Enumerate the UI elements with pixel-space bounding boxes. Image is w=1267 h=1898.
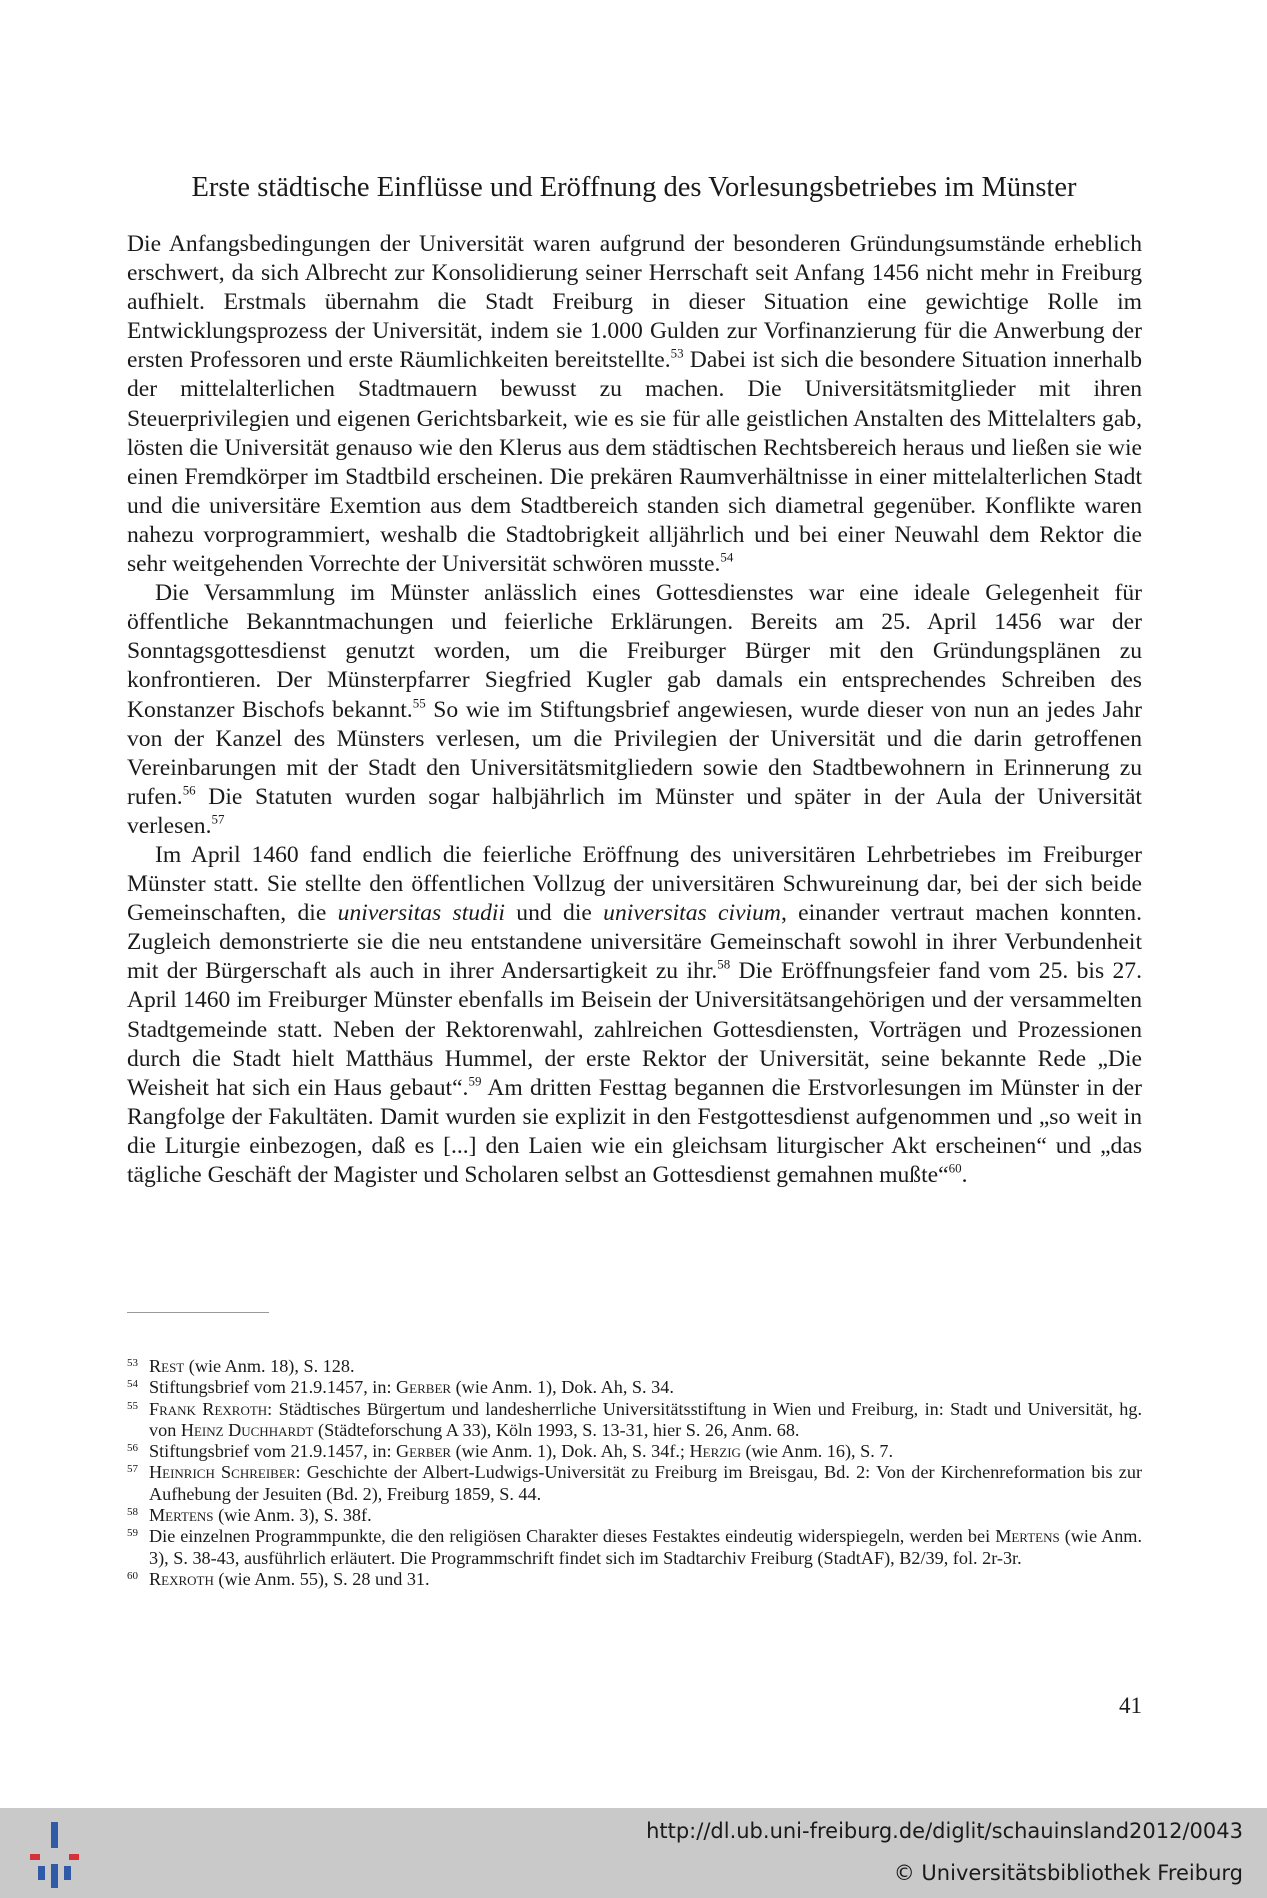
author-name: Frank Rexroth <box>149 1398 268 1419</box>
footnote-number: 57 <box>127 1463 138 1476</box>
text-run: Stiftungsbrief vom 21.9.1457, in: <box>149 1441 397 1462</box>
text-run: (Städteforschung A 33), Köln 1993, S. 13-31, hier S. 26, Anm. 68. <box>313 1419 800 1440</box>
footnote <box>127 1569 1142 1590</box>
text-run: und die <box>504 900 604 927</box>
body-text <box>127 230 1142 1190</box>
footnote-reference: 58 <box>717 956 731 972</box>
author-name: Heinz Duchhardt <box>180 1419 314 1440</box>
footnote-number: 54 <box>127 1378 138 1391</box>
footnote-reference: 59 <box>468 1072 482 1088</box>
text-run: Die einzelnen Programmpunkte, die den religiösen Charakter dieses Festaktes eindeutig widerspiegeln, werden bei <box>149 1526 996 1547</box>
footnote <box>127 1505 1142 1526</box>
footnote-reference: 56 <box>182 782 196 798</box>
author-name: Heinrich Schreiber <box>149 1462 296 1483</box>
copyright-notice: © Universitätsbibliothek Freiburg <box>893 1861 1243 1885</box>
author-name: Gerber <box>396 1441 452 1462</box>
footnote-number: 59 <box>127 1527 138 1540</box>
footnote <box>127 1526 1142 1569</box>
text-run: (wie Anm. 3), S. 38-43, ausführlich erläutert. Die Programmschrift findet sich im Stadtarchiv Freiburg (StadtAF), B2/39, fol. 2r-3r. <box>149 1526 1142 1568</box>
text-run: (wie Anm. 1), Dok. Ah, S. 34f.; <box>451 1441 690 1462</box>
digital-library-link[interactable]: http://dl.ub.uni-freiburg.de/diglit/schauinsland2012/0043 <box>646 1819 1243 1843</box>
footnote <box>127 1377 1142 1398</box>
footnote <box>127 1441 1142 1462</box>
footnote <box>127 1356 1142 1377</box>
section-heading: Erste städtische Einflüsse und Eröffnung des Vorlesungsbetriebes im Münster <box>191 172 1077 203</box>
footnotes <box>127 1356 1142 1590</box>
text-run: Die Eröffnungsfeier fand vom 25. bis 27. April 1460 im Freiburger Münster ebenfalls im Beisein der Universitätsangehörigen und der versammelten Stadtgemeinde statt. Neben der Rektorenwahl, zahlreichen Gottesdiensten, Vorträgen und Prozessionen durch die Stadt hielt Matthäus Hummel, der erste Rektor der Universität, seine bekannte Rede „Die Weisheit hat sich ein Haus gebaut“. <box>127 958 1142 1101</box>
text-run: Am dritten Festtag begannen die Erstvorlesungen im Münster in der Rangfolge der Fakultäten. Damit wurden sie explizit in den Festgottesdienst aufgenommen und „so weit in die Liturgie einbezogen, daß es [...] den Laien wie ein gleichsam liturgischer Akt erscheinen“ und „das tägliche Geschäft der Magister und Scholaren selbst an Gottesdienst gemahnen mußte“ <box>127 1074 1142 1188</box>
text-run: (wie Anm. 18), S. 128. <box>184 1356 355 1376</box>
author-name: Gerber <box>396 1377 452 1398</box>
text-run: Die Versammlung im Münster anlässlich eines Gottesdienstes war eine ideale Gelegenheit für öffentliche Bekanntmachungen und feierliche Erklärungen. Bereits am 25. April 1456 war der Sonntagsgottesdienst genutzt worden, um die Freiburger Bürger mit den Gründungsplänen zu konfrontieren. Der Münsterpfarrer Siegfried Kugler gab damals ein entsprechendes Schreiben des Konstanzer Bischofs bekannt. <box>127 580 1142 723</box>
author-name: Rexroth <box>149 1568 214 1589</box>
text-run: So wie im Stiftungsbrief angewiesen, wurde dieser von nun an jedes Jahr von der Kanzel des Münsters verlesen, um die Privilegien der Universität und die darin getroffenen Vereinbarungen mit der Stadt den Universitätsmitgliedern sowie den Stadtbewohnern in Erinnerung zu rufen. <box>127 696 1142 810</box>
footnote-reference: 55 <box>412 694 426 710</box>
text-run: Die Statuten wurden sogar halbjährlich im Münster und später in der Aula der Universität verlesen. <box>127 783 1142 839</box>
footnote <box>127 1462 1142 1505</box>
italic-term: universitas studii <box>337 900 505 927</box>
footnote-number: 55 <box>127 1399 138 1412</box>
footnote-divider <box>127 1312 269 1313</box>
footnote-number: 53 <box>127 1357 138 1369</box>
author-name: Herzig <box>689 1441 741 1462</box>
text-run: , einander vertraut machen konnten. Zugleich demonstrierte sie die neu entstandene universitäre Gemeinschaft sowohl in ihrer Verbundenheit mit der Bürgerschaft als auch in ihrer Andersartigkeit zu ihr. <box>127 900 1142 985</box>
author-name: Mertens <box>995 1526 1060 1547</box>
italic-term: universitas civium <box>603 900 781 927</box>
footnote-number: 56 <box>127 1442 138 1455</box>
author-name: Rest <box>149 1356 185 1376</box>
footnote-reference: 53 <box>670 345 684 361</box>
ub-freiburg-logo-icon <box>30 1822 80 1888</box>
paragraph <box>127 579 1142 841</box>
text-run: : Geschichte der Albert-Ludwigs-Universität zu Freiburg im Breisgau, Bd. 2: Von der Kirchenreformation bis zur Aufhebung der Jesuiten (Bd. 2), Freiburg 1859, S. 44. <box>149 1462 1143 1504</box>
text-run: Dabei ist sich die besondere Situation innerhalb der mittelalterlichen Stadtmauern bewusst zu machen. Die Universitätsmitglieder mit ihren Steuerprivilegien und eigenen Gerichtsbarkeit, wie es sie für alle geistlichen Anstalten des Mittelalters gab, lösten die Universität genauso wie den Klerus aus dem städtischen Rechtsbereich heraus und ließen sie wie einen Fremdkörper im Stadtbild erscheinen. Die prekären Raumverhältnisse in einer mittelalterlichen Stadt und die universitäre Exemtion aus dem Stadtbereich standen sich diametral gegenüber. Konflikte waren nahezu vorprogrammiert, weshalb die Stadtobrigkeit alljährlich und bei einer Neuwahl dem Rektor die sehr weitgehenden Vorrechte der Universität schwören musste. <box>127 347 1142 578</box>
paragraph <box>127 230 1142 579</box>
author-name: Mertens <box>149 1505 214 1526</box>
text-run: . <box>961 1162 968 1188</box>
footnote-number: 58 <box>127 1506 138 1519</box>
text-run: Stiftungsbrief vom 21.9.1457, in: <box>149 1377 397 1398</box>
page-number: 41 <box>1119 1693 1142 1718</box>
footnote-number: 60 <box>127 1569 138 1582</box>
footnote-reference: 54 <box>720 549 734 565</box>
text-run: : Städtisches Bürgertum und landesherrliche Universitätsstiftung in Wien und Freiburg, in: Stadt und Universität, hg. von <box>149 1398 1142 1440</box>
text-run: (wie Anm. 1), Dok. Ah, S. 34. <box>451 1377 674 1398</box>
text-run: Im April 1460 fand endlich die feierliche Eröffnung des universitären Lehrbetriebes im Freiburger Münster statt. Sie stellte den öffentlichen Vollzug der universitären Schwureinung dar, bei der sich beide Gemeinschaften, die <box>127 841 1142 927</box>
paragraph <box>127 841 1142 1190</box>
footer-bar <box>0 1808 1267 1898</box>
footnote-reference: 57 <box>211 811 225 827</box>
footnote-reference: 60 <box>948 1160 962 1176</box>
text-run: (wie Anm. 16), S. 7. <box>740 1441 893 1462</box>
footnote <box>127 1399 1142 1442</box>
text-run: Die Anfangsbedingungen der Universität waren aufgrund der besonderen Gründungsumstände erheblich erschwert, da sich Albrecht zur Konsolidierung seiner Herrschaft seit Anfang 1456 nicht mehr in Freiburg aufhielt. Erstmals übernahm die Stadt Freiburg in dieser Situation eine gewichtige Rolle im Entwicklungsprozess der Universität, indem sie 1.000 Gulden zur Vorfinanzierung für die Anwerbung der ersten Professoren und erste Räumlichkeiten bereitstellte. <box>127 231 1142 374</box>
text-run: (wie Anm. 3), S. 38f. <box>213 1505 372 1526</box>
text-run: (wie Anm. 55), S. 28 und 31. <box>213 1568 430 1589</box>
